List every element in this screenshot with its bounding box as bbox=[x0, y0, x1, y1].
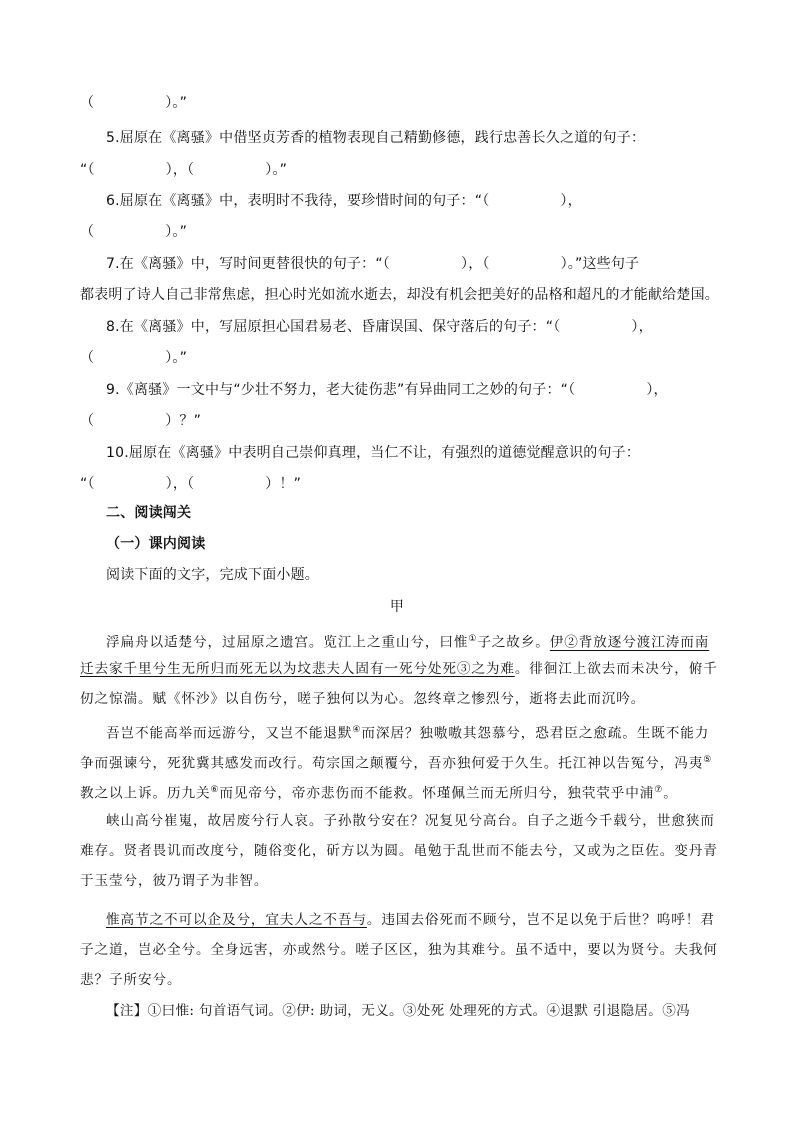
q4-continuation: （ ）。” bbox=[80, 95, 188, 111]
passage-p2-line3: 教之以上诉。历九关⑥而见帝兮，帝亦悲伤而不能救。怀瑾佩兰而无所归兮，独茕茕乎中浦⑦。 bbox=[80, 785, 678, 802]
passage-p2-line2: 争而强谏兮，死犹冀其感发而改行。苟宗国之颠覆兮，吾亦独何爱于久生。托江神以告冤兮，冯夷⑤ bbox=[80, 755, 713, 772]
passage-p3-line1: 峡山高兮崔嵬，故居废兮行人哀。子孙散兮安在？况复见兮高台。自子之逝今千载兮，世愈狭而 bbox=[106, 813, 715, 829]
question-6-blanks: （ ）。” bbox=[80, 224, 188, 240]
section-title: 二、阅读闯关 bbox=[106, 505, 192, 521]
question-7: 7.在《离骚》中，写时间更替很快的句子：“（ ），（ ）。”这些句子 bbox=[106, 256, 640, 272]
question-9: 9.《离骚》一文中与“少壮不努力，老大徒伤悲”有异曲同工之妙的句子：“（ ）， bbox=[106, 382, 668, 398]
passage-title: 甲 bbox=[389, 599, 405, 615]
question-7-continued: 都表明了诗人自己非常焦虑，担心时光如流水逝去，却没有机会把美好的品格和超凡的才能献给楚国。 bbox=[80, 287, 719, 303]
reading-instruction: 阅读下面的文字，完成下面小题。 bbox=[106, 567, 319, 583]
passage-p1-line3: 仞之惊湍。赋《怀沙》以自伤兮，嗟子独何以为心。忽终章之惨烈兮，逝将去此而沉吟。 bbox=[80, 691, 646, 707]
question-10-blanks: “（ ），（ ）！” bbox=[80, 476, 302, 492]
passage-p2-line1: 吾岂不能高举而远游兮，又岂不能退默④而深居？独嗷嗷其怨慕兮，恐君臣之愈疏。生既不能力 bbox=[106, 725, 710, 742]
question-9-blanks: （ ）？” bbox=[80, 413, 202, 429]
passage-p1-line1: 浮扁舟以适楚兮，过屈原之遗宫。览江上之重山兮，曰惟①子之故乡。伊②背放逐兮渡江涛而南 bbox=[106, 634, 710, 651]
passage-p4-line3: 悲？子所安兮。 bbox=[80, 972, 182, 988]
question-8: 8.在《离骚》中，写屈原担心国君易老、昏庸误国、保守落后的句子：“（ ）， bbox=[106, 319, 653, 335]
passage-p1-line2: 迁去家千里兮生无所归而死无以为坟悲夫人固有一死兮处死③之为难。徘徊江上欲去而未决兮，俯千 bbox=[80, 661, 718, 677]
question-6: 6.屈原在《离骚》中，表明时不我待，要珍惜时间的句子：“（ ）， bbox=[106, 193, 582, 209]
passage-p4-line2: 子之道，岂必全兮。全身远害，亦或然兮。嗟子区区，独为其难兮。虽不适中，要以为贤兮。夫我何 bbox=[80, 942, 718, 958]
question-10: 10.屈原在《离骚》中表明自己崇仰真理，当仁不让，有强烈的道德觉醒意识的句子： bbox=[106, 445, 641, 461]
passage-p3-line2: 难存。贤者畏讥而改度兮，随俗变化，斫方以为圆。黾勉于乱世而不能去兮，又或为之臣佐。变丹青 bbox=[80, 843, 718, 859]
passage-p3-line3: 于玉莹兮，彼乃谓子为非智。 bbox=[80, 873, 269, 889]
question-8-blanks: （ ）。” bbox=[80, 350, 188, 366]
passage-p4-line1: 惟高节之不可以企及兮，宜夫人之不吾与。违国去俗死而不顾兮，岂不足以免于后世？呜呼！君 bbox=[106, 912, 715, 928]
subsection-title: （一）课内阅读 bbox=[106, 536, 206, 552]
question-5-blanks: “（ ），（ ）。” bbox=[80, 162, 288, 178]
question-5: 5.屈原在《离骚》中借坚贞芳香的植物表现自己精勤修德，践行忠善长久之道的句子： bbox=[106, 130, 646, 146]
footnote: 【注】①曰惟: 句首语气词。②伊: 助词，无义。③处死 处理死的方式。④退默 引退隐居。⑤冯 bbox=[106, 1003, 690, 1019]
